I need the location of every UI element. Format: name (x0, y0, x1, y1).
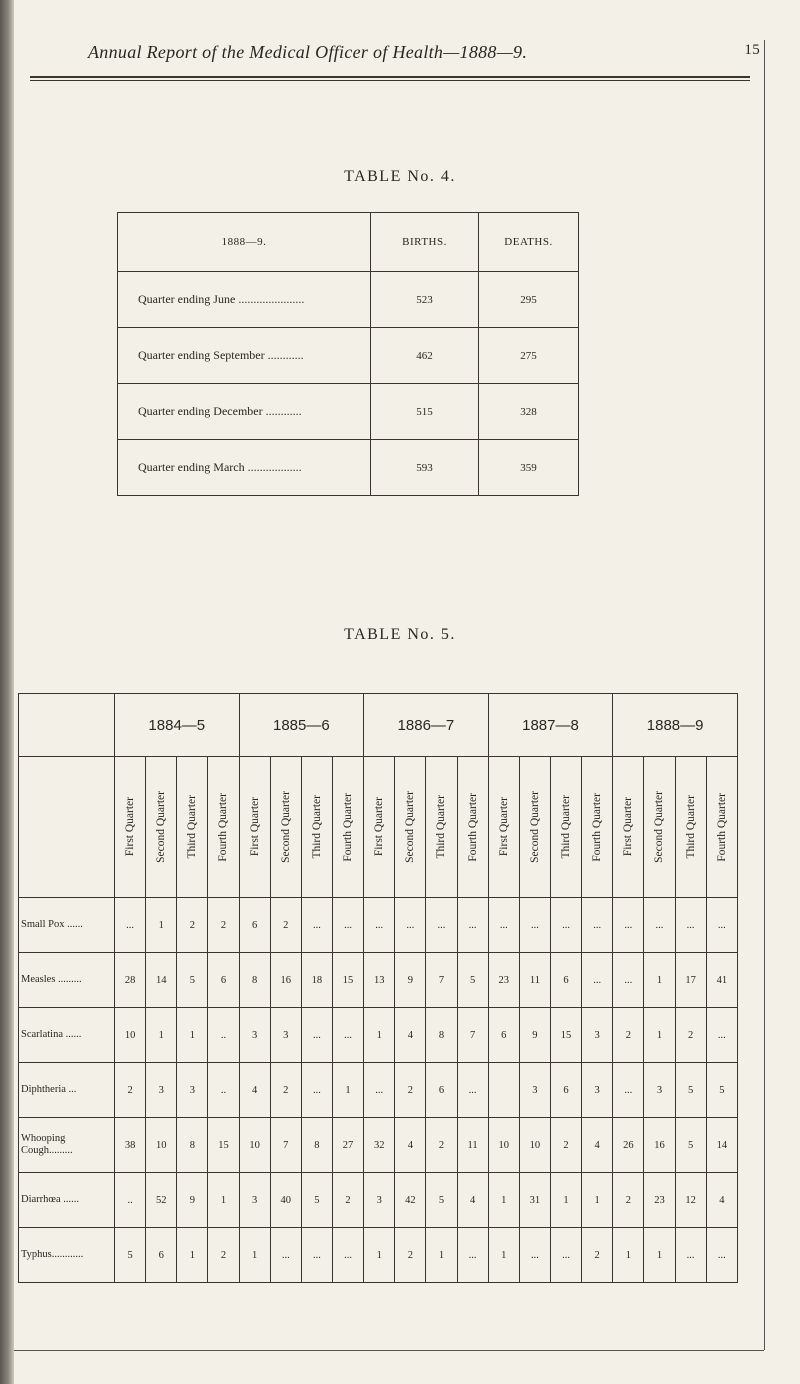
table4-row-label: Quarter ending June ...................... (118, 272, 371, 328)
table5-value-cell: ... (582, 953, 613, 1008)
table-row (19, 1228, 738, 1283)
table5-value-cell: 1 (426, 1228, 457, 1283)
table5-value-cell: 40 (270, 1173, 301, 1228)
table5-value-cell: ... (488, 898, 519, 953)
table-row (19, 1118, 738, 1173)
table5-value-cell: ... (613, 1063, 644, 1118)
table-row (19, 953, 738, 1008)
table5-value-cell: 28 (115, 953, 146, 1008)
table5-value-cell: ... (332, 1228, 363, 1283)
table5-value-cell: ... (519, 1228, 550, 1283)
table5-value-cell: 11 (457, 1118, 488, 1173)
table5-value-cell: ... (270, 1228, 301, 1283)
table5-value-cell: 2 (115, 1063, 146, 1118)
table5-disease-label: Scarlatina ...... (19, 1008, 115, 1063)
table5-value-cell: 4 (395, 1118, 426, 1173)
table5-value-cell: 6 (208, 953, 239, 1008)
table5-value-cell: .. (208, 1008, 239, 1063)
table5-quarter-header (332, 757, 363, 898)
table5-value-cell: 1 (644, 1228, 675, 1283)
table5-value-cell: 5 (675, 1063, 706, 1118)
table5-value-cell: 2 (613, 1008, 644, 1063)
table5-value-cell: 1 (177, 1008, 208, 1063)
table5-value-cell: 52 (146, 1173, 177, 1228)
table5-value-cell: 3 (582, 1008, 613, 1063)
table5-value-cell: 9 (519, 1008, 550, 1063)
table-row (118, 328, 579, 384)
table5-value-cell: 7 (457, 1008, 488, 1063)
quarter-label: Second Quarter (279, 791, 292, 863)
table5-value-cell (488, 1063, 519, 1118)
table5-value-cell: 5 (115, 1228, 146, 1283)
table5-value-cell: 16 (270, 953, 301, 1008)
table5-value-cell: 5 (457, 953, 488, 1008)
quarter-label: Third Quarter (435, 795, 448, 859)
table5-value-cell: 23 (644, 1173, 675, 1228)
table5-value-cell: 26 (613, 1118, 644, 1173)
table5-value-cell: ... (457, 898, 488, 953)
table5-value-cell: 2 (613, 1173, 644, 1228)
table5-value-cell: 15 (208, 1118, 239, 1173)
page-border-right (764, 40, 765, 1350)
table5-value-cell: 3 (239, 1173, 270, 1228)
table5-value-cell: 3 (146, 1063, 177, 1118)
table4-births-cell: 515 (371, 384, 479, 440)
table-row (19, 898, 738, 953)
quarter-label: Third Quarter (684, 795, 697, 859)
table5-disease-label: Diphtheria ... (19, 1063, 115, 1118)
table5-value-cell: 1 (613, 1228, 644, 1283)
table5-value-cell: 42 (395, 1173, 426, 1228)
table5-value-cell: 6 (426, 1063, 457, 1118)
quarter-label: Third Quarter (560, 795, 573, 859)
table5-value-cell: 3 (644, 1063, 675, 1118)
table5-value-cell: ... (115, 898, 146, 953)
table5-value-cell: 2 (675, 1008, 706, 1063)
table5-value-cell: ... (519, 898, 550, 953)
table5-quarter-header (364, 757, 395, 898)
table5-quarter-header (706, 757, 737, 898)
table5-value-cell: 18 (301, 953, 332, 1008)
table5-value-cell: 2 (177, 898, 208, 953)
table5-value-cell: ... (457, 1228, 488, 1283)
table4-row-label: Quarter ending September ............ (118, 328, 371, 384)
table5-value-cell: 1 (177, 1228, 208, 1283)
table4-deaths-cell: 275 (479, 328, 579, 384)
table5-quarter-header (177, 757, 208, 898)
table5-year-header: 1885—6 (239, 694, 364, 757)
table5-value-cell: 1 (364, 1228, 395, 1283)
table5-value-cell: ... (550, 898, 581, 953)
table5-value-cell: ... (582, 898, 613, 953)
table5-value-cell: 5 (706, 1063, 737, 1118)
table5-value-cell: ... (395, 898, 426, 953)
table5-value-cell: ... (550, 1228, 581, 1283)
table5-value-cell: 5 (426, 1173, 457, 1228)
table5-year-header: 1888—9 (613, 694, 738, 757)
running-title: Annual Report of the Medical Officer of Health—1888—9. (88, 42, 528, 62)
table5-value-cell: 6 (146, 1228, 177, 1283)
table5-quarter-header (582, 757, 613, 898)
table5-value-cell: 1 (550, 1173, 581, 1228)
table5-quarter-header (550, 757, 581, 898)
table5-value-cell: 8 (301, 1118, 332, 1173)
table5-value-cell: 1 (332, 1063, 363, 1118)
quarter-label: Second Quarter (155, 791, 168, 863)
quarter-label: Fourth Quarter (342, 792, 355, 862)
table5-value-cell: 2 (426, 1118, 457, 1173)
table5-value-cell: 1 (364, 1008, 395, 1063)
table5-value-cell: 16 (644, 1118, 675, 1173)
page-binding-edge (0, 0, 14, 1384)
table5-disease-label: Small Pox ...... (19, 898, 115, 953)
quarter-label: Second Quarter (404, 791, 417, 863)
table5-value-cell: 9 (177, 1173, 208, 1228)
table5-value-cell: 10 (146, 1118, 177, 1173)
table5-value-cell: ... (364, 898, 395, 953)
quarter-label: Fourth Quarter (715, 792, 728, 862)
table5-value-cell: 15 (332, 953, 363, 1008)
page-header (60, 38, 760, 68)
table-row (19, 1173, 738, 1228)
table5-value-cell: 1 (146, 1008, 177, 1063)
table5-value-cell: 4 (239, 1063, 270, 1118)
quarter-label: Fourth Quarter (591, 792, 604, 862)
table5-quarter-header (426, 757, 457, 898)
quarter-label: First Quarter (124, 797, 137, 857)
table4-row-label: Quarter ending March .................. (118, 440, 371, 496)
table5-value-cell: 3 (364, 1173, 395, 1228)
table5-value-cell: 2 (395, 1228, 426, 1283)
table5-quarter-header (146, 757, 177, 898)
table-row (118, 384, 579, 440)
table5-value-cell: 2 (395, 1063, 426, 1118)
table5-value-cell: ... (301, 1063, 332, 1118)
table5-value-cell: 1 (488, 1173, 519, 1228)
table5-value-cell: 2 (582, 1228, 613, 1283)
table5-value-cell: 5 (675, 1118, 706, 1173)
table5-value-cell: 13 (364, 953, 395, 1008)
table5-value-cell: ... (706, 898, 737, 953)
table5-value-cell: 32 (364, 1118, 395, 1173)
page-border-bottom (14, 1350, 764, 1351)
table4-row-label: Quarter ending December ............ (118, 384, 371, 440)
table-row (118, 440, 579, 496)
table5-year-row (19, 694, 738, 757)
table-row (118, 272, 579, 328)
table-row (19, 1008, 738, 1063)
table4-births-cell: 523 (371, 272, 479, 328)
table5-value-cell: 6 (239, 898, 270, 953)
table5-value-cell: ... (613, 898, 644, 953)
table5-value-cell: 4 (457, 1173, 488, 1228)
table5-value-cell: 1 (239, 1228, 270, 1283)
table5-quarter-header (613, 757, 644, 898)
quarter-label: First Quarter (373, 797, 386, 857)
table5-value-cell: 8 (177, 1118, 208, 1173)
quarter-label: Fourth Quarter (466, 792, 479, 862)
table5-corner-cell (19, 694, 115, 757)
table5-disease-label: Whooping Cough......... (19, 1118, 115, 1173)
table5-quarter-header (208, 757, 239, 898)
table5-value-cell: ... (644, 898, 675, 953)
table5-value-cell: 2 (208, 1228, 239, 1283)
table5-year-header: 1887—8 (488, 694, 613, 757)
table5-value-cell: 3 (519, 1063, 550, 1118)
quarter-label: Fourth Quarter (217, 792, 230, 862)
table5-disease-label: Measles ......... (19, 953, 115, 1008)
table5-value-cell: 6 (488, 1008, 519, 1063)
table5-value-cell: 12 (675, 1173, 706, 1228)
table5-value-cell: .. (208, 1063, 239, 1118)
table4-births-cell: 462 (371, 328, 479, 384)
table5-value-cell: ... (332, 898, 363, 953)
quarter-label: First Quarter (248, 797, 261, 857)
table5-value-cell: 1 (488, 1228, 519, 1283)
table5-value-cell: 2 (208, 898, 239, 953)
table5-value-cell: 27 (332, 1118, 363, 1173)
table5-value-cell: 5 (177, 953, 208, 1008)
table5-title: TABLE No. 5. (344, 626, 456, 643)
table5-value-cell: ... (457, 1063, 488, 1118)
table5-value-cell: 3 (270, 1008, 301, 1063)
table5-value-cell: 41 (706, 953, 737, 1008)
table5-quarter-header (519, 757, 550, 898)
quarter-label: Second Quarter (528, 791, 541, 863)
table5-value-cell: 8 (239, 953, 270, 1008)
table5-value-cell: 15 (550, 1008, 581, 1063)
table5-quarter-header (675, 757, 706, 898)
table5-value-cell: 1 (208, 1173, 239, 1228)
table5-value-cell: 2 (550, 1118, 581, 1173)
table5-value-cell: ... (706, 1008, 737, 1063)
table5-quarter-header (270, 757, 301, 898)
table5-value-cell: 5 (301, 1173, 332, 1228)
table5-disease-label: Diarrhœa ...... (19, 1173, 115, 1228)
table5-value-cell: 7 (270, 1118, 301, 1173)
table5-value-cell: ... (675, 1228, 706, 1283)
table5-value-cell: 1 (644, 953, 675, 1008)
header-rule-thin (30, 80, 750, 81)
table5-value-cell: 3 (177, 1063, 208, 1118)
table5-value-cell: 4 (582, 1118, 613, 1173)
table5-value-cell: 10 (115, 1008, 146, 1063)
table4-deaths-cell: 359 (479, 440, 579, 496)
table-row (19, 1063, 738, 1118)
table5-value-cell: 2 (270, 1063, 301, 1118)
table5-value-cell: 8 (426, 1008, 457, 1063)
table5-disease-label: Typhus............ (19, 1228, 115, 1283)
table4-col-births: BIRTHS. (371, 213, 479, 272)
table5-value-cell: ... (332, 1008, 363, 1063)
table5-value-cell: 1 (644, 1008, 675, 1063)
table5-value-cell: 14 (706, 1118, 737, 1173)
table5-value-cell: ... (301, 1228, 332, 1283)
table5-value-cell: 4 (395, 1008, 426, 1063)
quarter-label: First Quarter (497, 797, 510, 857)
table5-value-cell: 31 (519, 1173, 550, 1228)
quarter-label: First Quarter (622, 797, 635, 857)
table5-quarter-header (457, 757, 488, 898)
table5-value-cell: 14 (146, 953, 177, 1008)
table5-value-cell: .. (115, 1173, 146, 1228)
table5-value-cell: 1 (582, 1173, 613, 1228)
table5-value-cell: 1 (146, 898, 177, 953)
table5-value-cell: 9 (395, 953, 426, 1008)
table5-value-cell: ... (364, 1063, 395, 1118)
table5-value-cell: ... (675, 898, 706, 953)
quarter-label: Third Quarter (310, 795, 323, 859)
table5-quarter-header (239, 757, 270, 898)
table5-value-cell: ... (301, 898, 332, 953)
page-number: 15 (744, 42, 760, 58)
table5-value-cell: 4 (706, 1173, 737, 1228)
table5-value-cell: ... (301, 1008, 332, 1063)
table5-quarter-header (301, 757, 332, 898)
table5-value-cell: 3 (582, 1063, 613, 1118)
table4-deaths-cell: 328 (479, 384, 579, 440)
table5-value-cell: 23 (488, 953, 519, 1008)
quarter-label: Third Quarter (186, 795, 199, 859)
table5-value-cell: 7 (426, 953, 457, 1008)
table5-value-cell: 38 (115, 1118, 146, 1173)
table4-births-deaths (117, 212, 579, 496)
table4-deaths-cell: 295 (479, 272, 579, 328)
table5-value-cell: ... (613, 953, 644, 1008)
table5-quarter-header (395, 757, 426, 898)
table5-infectious-diseases (18, 693, 738, 1283)
table5-value-cell: 6 (550, 1063, 581, 1118)
header-rule (30, 76, 750, 78)
table5-value-cell: 17 (675, 953, 706, 1008)
table4-title: TABLE No. 4. (344, 168, 456, 185)
table4-col-deaths: DEATHS. (479, 213, 579, 272)
table5-value-cell: 10 (488, 1118, 519, 1173)
table5-value-cell: 10 (239, 1118, 270, 1173)
table5-year-header: 1886—7 (364, 694, 489, 757)
table5-disease-header (19, 757, 115, 898)
table5-value-cell: 3 (239, 1008, 270, 1063)
table4-header-row (118, 213, 579, 272)
table5-quarter-header (488, 757, 519, 898)
table4-births-cell: 593 (371, 440, 479, 496)
table5-quarter-header (644, 757, 675, 898)
table5-value-cell: 2 (270, 898, 301, 953)
table5-value-cell: 2 (332, 1173, 363, 1228)
table4-col-period: 1888—9. (118, 213, 371, 272)
table5-year-header: 1884—5 (115, 694, 240, 757)
quarter-label: Second Quarter (653, 791, 666, 863)
table5-value-cell: 11 (519, 953, 550, 1008)
table5-value-cell: 6 (550, 953, 581, 1008)
table5-value-cell: ... (706, 1228, 737, 1283)
table5-value-cell: ... (426, 898, 457, 953)
table5-quarter-row (19, 757, 738, 898)
table5-quarter-header (115, 757, 146, 898)
table5-value-cell: 10 (519, 1118, 550, 1173)
